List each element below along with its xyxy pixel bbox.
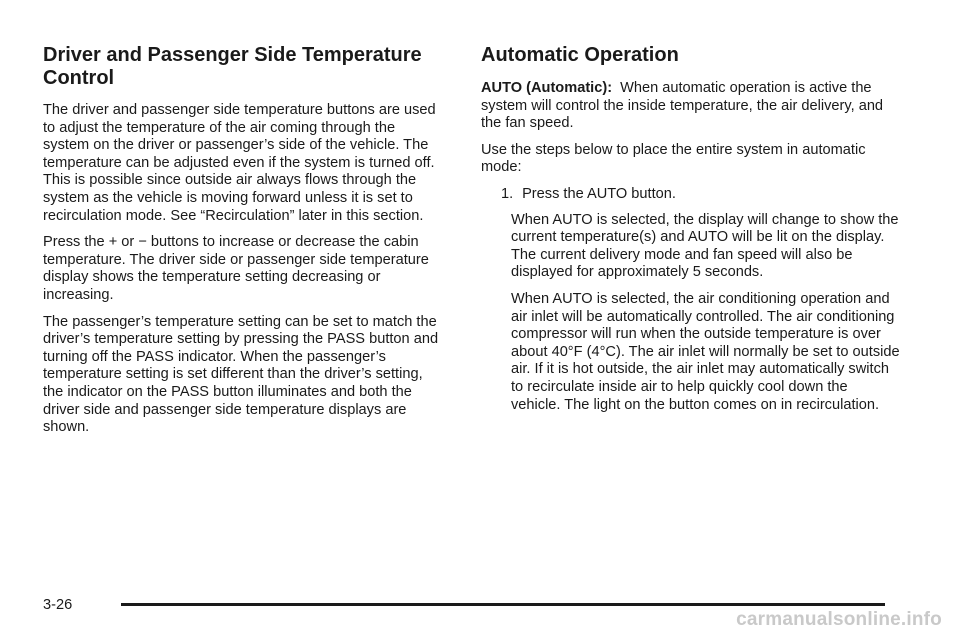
step-item [481,186,901,204]
watermark-logo: carmanualsonline.info [736,609,942,630]
step-text: Press the AUTO button. [522,185,676,202]
intro-paragraph: Use the steps below to place the entire system in automatic mode: [481,141,866,176]
auto-text: When automatic operation is active the system will control the inside temperature, the air delivery, and the fan speed. [481,80,884,132]
step-detail-paragraph: When AUTO is selected, the display will change to show the current temperature(s) and AUTO will be lit on the display. The current delivery mode and fan speed will also be displayed for approximately 5 seconds. [511,211,899,281]
step-number: 1. [501,185,514,202]
paragraph: The driver and passenger side temperature buttons are used to adjust the temperature of the air coming through the system on the driver or passenger’s side of the vehicle. The temperature can be adjusted even if the system is turned off. This is possible since outside air always flows through the system as the vehicle is moving forward unless it is set to recirculation mode. See “Recirculation” later in this section. [43,102,436,224]
paragraph: The passenger’s temperature setting can be set to match the driver’s temperature setting by pressing the PASS button and turning off the PASS indicator. When the passenger’s temperature setting is set different than the driver’s setting, the indicator on the PASS button illuminates and both the driver side and passenger side temperature displays are shown. [43,313,439,436]
page-number: 3-26 [43,597,73,613]
step-detail-paragraph: When AUTO is selected, the air conditioning operation and air inlet will be automatically controlled. The air conditioning compressor will run when the outside temperature is over about 40°F (4°C). The air inlet will normally be set to outside air. If it is hot outside, the air inlet may automatically switch to recirculate inside air to help quickly cool down the vehicle. The light on the button comes on in recirculation. [511,290,900,413]
footer-rule [121,603,885,606]
right-column [481,44,901,423]
paragraph: Press the + or − buttons to increase or decrease the cabin temperature. The driver side or passenger side temperature display shows the temperature setting decreasing or increasing. [43,234,429,303]
section-heading-automatic-operation: Automatic Operation [481,44,679,66]
left-column [43,44,443,446]
section-heading-temperature-control: Driver and Passenger Side Temperature Control [43,44,422,89]
auto-paragraph [481,80,901,133]
auto-label: AUTO (Automatic): [481,80,613,96]
